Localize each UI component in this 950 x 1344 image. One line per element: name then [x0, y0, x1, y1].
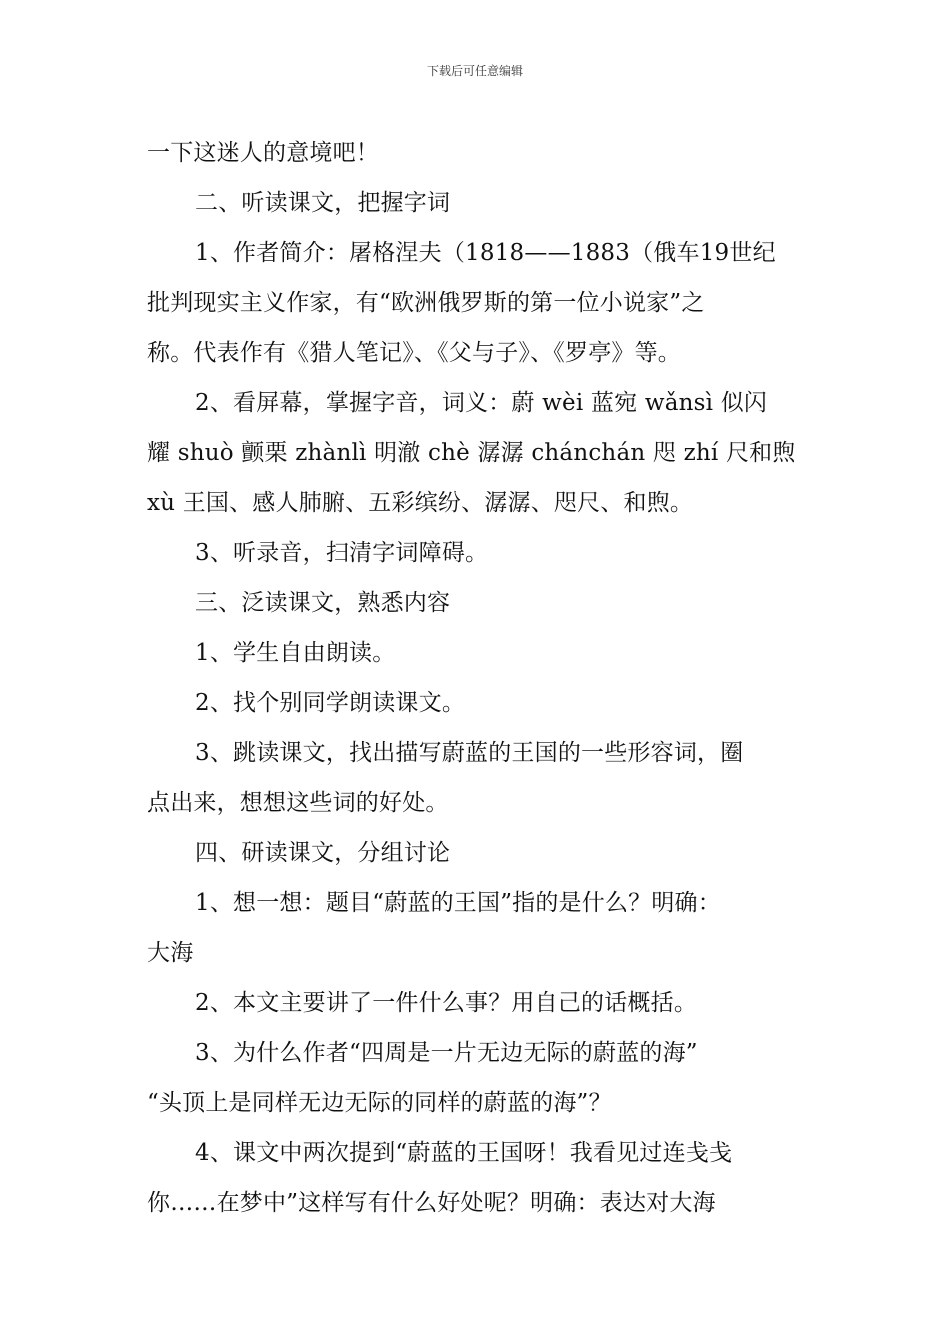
page-header: 下载后可任意编辑: [426, 64, 523, 78]
section-heading: 三、泛读课文，熟悉内容: [195, 590, 451, 616]
section-heading: 四、研读课文，分组讨论: [195, 840, 451, 866]
text-line: xù 王国、感人肺腑、五彩缤纷、潺潺、咫尺、和煦。: [147, 490, 694, 516]
text-line: 2、看屏幕，掌握字音，词义：蔚 wèi 蓝宛 wǎnsì 似闪: [195, 390, 768, 416]
text-line: 点出来，想想这些词的好处。: [147, 790, 449, 816]
text-line: 3、跳读课文，找出描写蔚蓝的王国的一些形容词，圈: [195, 740, 744, 766]
text-line: 2、本文主要讲了一件什么事？用自己的话概括。: [195, 990, 698, 1016]
text-line: 耀 shuò 颤栗 zhànlì 明澈 chè 潺潺 chánchán 咫 zhí 尺和煦: [147, 440, 796, 466]
document-body: [147, 128, 807, 1228]
text-line: 1、作者简介：屠格涅夫（1818——1883（俄车19世纪: [195, 240, 776, 266]
text-line: 1、学生自由朗读。: [195, 640, 396, 666]
section-heading: 二、听读课文，把握字词: [195, 190, 451, 216]
text-line: 3、为什么作者“四周是一片无边无际的蔚蓝的海”: [195, 1040, 698, 1066]
text-line: 批判现实主义作家，有“欧洲俄罗斯的第一位小说家”之: [147, 290, 705, 316]
text-line: 一下这迷人的意境吧！: [147, 140, 379, 166]
text-line: 2、找个别同学朗读课文。: [195, 690, 466, 716]
text-line: 称。代表作有《猎人笔记》、《父与子》、《罗亭》等。: [147, 340, 681, 366]
text-line: 你……在梦中”这样写有什么好处呢？明确：表达对大海: [147, 1190, 716, 1216]
text-line: “头顶上是同样无边无际的同样的蔚蓝的海”？: [147, 1090, 612, 1116]
text-line: 4、课文中两次提到“蔚蓝的王国呀！我看见过连戋戋: [195, 1140, 733, 1166]
text-line: 大海: [147, 940, 194, 966]
text-line: 1、想一想：题目“蔚蓝的王国”指的是什么？明确：: [195, 890, 721, 916]
text-line: 3、听录音，扫清字词障碍。: [195, 540, 489, 566]
